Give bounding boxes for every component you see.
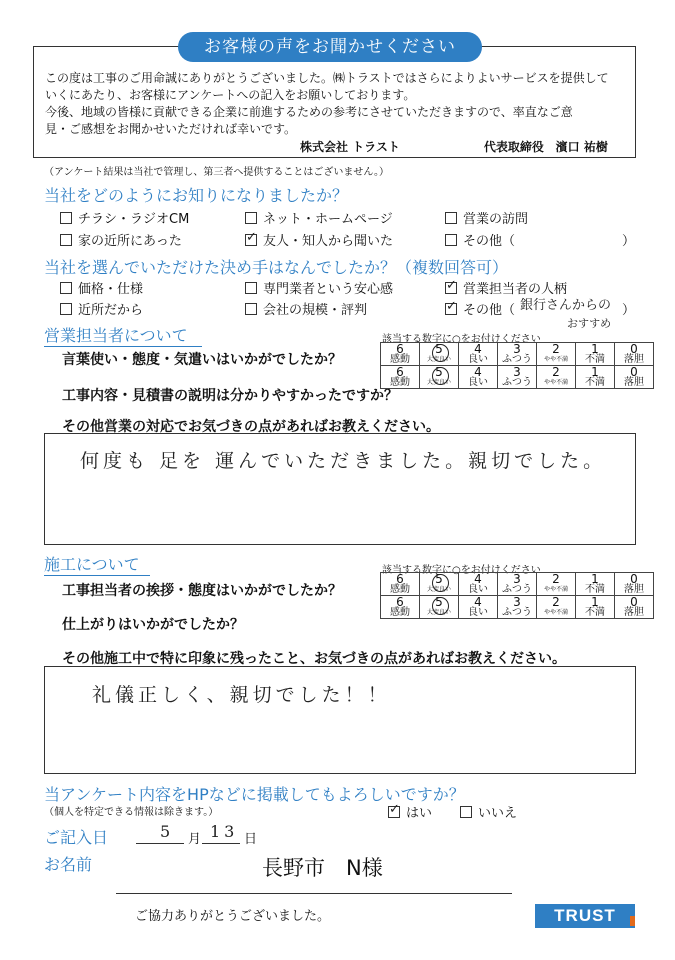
- rating-number: 6: [396, 342, 404, 356]
- checkbox[interactable]: [60, 234, 72, 246]
- rating-row: [381, 596, 654, 619]
- rating-cell-1[interactable]: [576, 596, 615, 619]
- rating-label: やや不満: [543, 379, 568, 386]
- close-paren: ）: [622, 234, 636, 249]
- rating-label: やや不満: [543, 356, 568, 363]
- rating-cell-1[interactable]: [576, 343, 615, 366]
- rating-number: 6: [396, 365, 404, 379]
- rating-number: 1: [591, 595, 599, 609]
- checkbox[interactable]: [60, 282, 72, 294]
- rating-cell-1[interactable]: [576, 366, 615, 389]
- rating-cell-2[interactable]: [537, 366, 576, 389]
- rating-number: 2: [552, 342, 560, 356]
- checkbox[interactable]: [445, 212, 457, 224]
- rating-number: 4: [474, 342, 482, 356]
- rating-row: [381, 366, 654, 389]
- rating-cell-4[interactable]: [459, 596, 498, 619]
- rating-number: 1: [591, 365, 599, 379]
- intro-line: 見・ご感想をお聞かせいただければ幸いです。: [45, 122, 297, 136]
- sales-comment-prompt: その他営業の対応でお気づきの点があればお教えください。: [62, 419, 440, 435]
- rating-number: 1: [591, 342, 599, 356]
- rating-label: 良い: [468, 607, 488, 618]
- ceo-name: 濱口 祐樹: [555, 140, 608, 154]
- rating-cell-3[interactable]: [498, 343, 537, 366]
- sales-q2: 工事内容・見積書の説明は分かりやすかったですか？: [62, 388, 398, 404]
- thanks-text: ご協力ありがとうございました。: [135, 909, 331, 924]
- checkbox[interactable]: [245, 212, 257, 224]
- rating-label: 落胆: [624, 584, 644, 595]
- q1-option[interactable]: ネット・ホームページ: [245, 208, 393, 227]
- q1-option[interactable]: チラシ・ラジオCM: [60, 208, 189, 227]
- rating-cell-2[interactable]: [537, 596, 576, 619]
- rating-number: 0: [630, 342, 638, 356]
- rating-number: 6: [396, 595, 404, 609]
- date-month-line: [136, 843, 184, 844]
- date-day: 13: [210, 822, 239, 841]
- construction-comment-text: 礼儀正しく、親切でした！！: [92, 684, 391, 706]
- publish-heading: 当アンケート内容をHPなどに掲載してもよろしいですか？: [44, 785, 465, 804]
- checkbox[interactable]: [245, 282, 257, 294]
- intro-line: 今後、地域の皆様に貢献できる企業に前進するための参考にさせていただきますので、率直なご意: [45, 105, 573, 119]
- q1-option[interactable]: 営業の訪問: [445, 208, 528, 227]
- rating-row: [381, 343, 654, 366]
- rating-cell-0[interactable]: [615, 573, 654, 596]
- name-line: [116, 893, 512, 894]
- rating-number: 4: [474, 365, 482, 379]
- date-day-unit: 日: [244, 832, 258, 847]
- construction-rating-table: [380, 572, 654, 619]
- rating-number: 3: [513, 595, 521, 609]
- rating-cell-2[interactable]: [537, 573, 576, 596]
- q2-option[interactable]: ✓ その他（: [445, 299, 515, 318]
- rating-cell-3[interactable]: [498, 366, 537, 389]
- rating-number: 5: [435, 342, 443, 356]
- rating-cell-5[interactable]: [420, 343, 459, 366]
- page-title: お客様の声をお聞かせください: [178, 32, 482, 62]
- rating-hint: 該当する数字に○をお付けください: [382, 334, 541, 345]
- q2-heading: 当社を選んでいただけた決め手はなんでしたか？（複数回答可）: [44, 258, 509, 277]
- publish-note: （個人を特定できる情報は除きます。）: [44, 807, 219, 818]
- rating-label: 落胆: [624, 607, 644, 618]
- sales-rating-table: [380, 342, 654, 389]
- signature-line: [300, 138, 608, 155]
- checkbox[interactable]: [445, 234, 457, 246]
- construction-heading: 施工について: [44, 552, 150, 576]
- rating-cell-4[interactable]: [459, 573, 498, 596]
- privacy-note: （アンケート結果は当社で管理し、第三者へ提供することはございません。）: [44, 167, 389, 178]
- rating-cell-5[interactable]: [420, 596, 459, 619]
- q2-other-text: 銀行さんからの: [520, 298, 612, 313]
- ceo-title: 代表取締役: [483, 140, 544, 154]
- q2-option[interactable]: 専門業者という安心感: [245, 278, 393, 297]
- rating-number: 4: [474, 572, 482, 586]
- rating-cell-6[interactable]: [381, 573, 420, 596]
- rating-cell-0[interactable]: [615, 596, 654, 619]
- rating-label: 大変良い: [426, 356, 451, 363]
- rating-cell-6[interactable]: [381, 366, 420, 389]
- rating-number: 0: [630, 572, 638, 586]
- rating-row: [381, 573, 654, 596]
- checkbox[interactable]: [460, 806, 472, 818]
- rating-label: ふつう: [502, 584, 532, 595]
- rating-cell-5[interactable]: [420, 366, 459, 389]
- rating-number: 3: [513, 365, 521, 379]
- rating-label: ふつう: [502, 377, 532, 388]
- rating-number: 2: [552, 572, 560, 586]
- rating-cell-4[interactable]: [459, 343, 498, 366]
- selected-circle: [432, 574, 449, 592]
- q1-heading: 当社をどのようにお知りになりましたか？: [44, 186, 349, 205]
- rating-label: 不満: [585, 377, 605, 388]
- selected-circle: [432, 344, 449, 362]
- rating-hint: 該当する数字に○をお付けください: [382, 565, 541, 576]
- rating-cell-2[interactable]: [537, 343, 576, 366]
- rating-label: 感動: [390, 584, 410, 595]
- trust-logo: TRUST: [535, 904, 635, 928]
- logo-accent-mark: [630, 916, 635, 926]
- rating-cell-3[interactable]: [498, 596, 537, 619]
- rating-cell-3[interactable]: [498, 573, 537, 596]
- rating-label: 良い: [468, 377, 488, 388]
- construction-comment-prompt: その他施工中で特に印象に残ったこと、お気づきの点があればお教えください。: [62, 651, 566, 667]
- rating-label: 落胆: [624, 377, 644, 388]
- q2-option[interactable]: ✓ 営業担当者の人柄: [445, 278, 567, 297]
- q2-option[interactable]: 価格・仕様: [60, 278, 143, 297]
- rating-label: 不満: [585, 607, 605, 618]
- close-paren: ）: [622, 303, 636, 318]
- rating-number: 3: [513, 572, 521, 586]
- rating-label: 感動: [390, 607, 410, 618]
- rating-label: ふつう: [502, 607, 532, 618]
- rating-label: やや不満: [543, 586, 568, 593]
- rating-label: 良い: [468, 354, 488, 365]
- intro-text: [45, 70, 630, 138]
- construction-q2: 仕上がりはいかがでしたか？: [62, 617, 244, 633]
- rating-cell-4[interactable]: [459, 366, 498, 389]
- q1-option[interactable]: 家の近所にあった: [60, 230, 182, 249]
- rating-cell-0[interactable]: [615, 366, 654, 389]
- rating-cell-6[interactable]: [381, 596, 420, 619]
- q1-option[interactable]: その他（: [445, 230, 515, 249]
- rating-label: 良い: [468, 584, 488, 595]
- q2-option[interactable]: 会社の規模・評判: [245, 299, 367, 318]
- selected-circle: [432, 367, 449, 385]
- rating-cell-5[interactable]: [420, 573, 459, 596]
- checkbox-checked[interactable]: [445, 282, 457, 294]
- rating-label: 不満: [585, 584, 605, 595]
- rating-label: 落胆: [624, 354, 644, 365]
- q1-option[interactable]: ✓ 友人・知人から聞いた: [245, 230, 393, 249]
- publish-yes[interactable]: ✓ はい: [388, 802, 432, 821]
- rating-number: 6: [396, 572, 404, 586]
- intro-line: いくにあたり、お客様にアンケートへの記入をお願いしております。: [45, 88, 416, 102]
- construction-q1: 工事担当者の挨拶・態度はいかがでしたか？: [62, 583, 342, 599]
- rating-label: 大変良い: [426, 609, 451, 616]
- rating-number: 4: [474, 595, 482, 609]
- company-name: 株式会社 トラスト: [300, 140, 400, 154]
- rating-label: 感動: [390, 377, 410, 388]
- rating-label: やや不満: [543, 609, 568, 616]
- name-value: 長野市 N様: [262, 856, 383, 880]
- checkbox[interactable]: [60, 303, 72, 315]
- rating-number: 0: [630, 595, 638, 609]
- sales-q1: 言葉使い・態度・気遣いはいかがでしたか？: [62, 352, 342, 368]
- publish-no[interactable]: いいえ: [460, 802, 517, 821]
- sales-comment-text: 何度も 足を 運んでいただきました。親切でした。: [80, 450, 607, 472]
- checkbox-checked[interactable]: [245, 234, 257, 246]
- date-month: 5: [160, 822, 175, 841]
- checkbox-checked[interactable]: [388, 806, 400, 818]
- name-label: お名前: [44, 855, 93, 874]
- q2-other-text: おすすめ: [567, 317, 612, 330]
- rating-label: 大変良い: [426, 379, 451, 386]
- checkbox-checked[interactable]: [445, 303, 457, 315]
- rating-number: 2: [552, 365, 560, 379]
- rating-label: 大変良い: [426, 586, 451, 593]
- date-label: ご記入日: [44, 828, 109, 847]
- intro-line: この度は工事のご用命誠にありがとうございました。㈱トラストではさらによりよいサービスを提供して: [45, 71, 609, 85]
- rating-number: 5: [435, 595, 443, 609]
- rating-number: 5: [435, 365, 443, 379]
- rating-number: 2: [552, 595, 560, 609]
- rating-label: 不満: [585, 354, 605, 365]
- checkbox[interactable]: [60, 212, 72, 224]
- rating-number: 1: [591, 572, 599, 586]
- sales-heading: 営業担当者について: [44, 323, 202, 347]
- rating-label: ふつう: [502, 354, 532, 365]
- rating-label: 感動: [390, 354, 410, 365]
- rating-number: 3: [513, 342, 521, 356]
- q2-option[interactable]: 近所だから: [60, 299, 143, 318]
- rating-number: 5: [435, 572, 443, 586]
- date-day-line: [202, 843, 240, 844]
- rating-cell-6[interactable]: [381, 343, 420, 366]
- rating-cell-0[interactable]: [615, 343, 654, 366]
- selected-circle: [432, 597, 449, 615]
- rating-number: 0: [630, 365, 638, 379]
- checkbox[interactable]: [245, 303, 257, 315]
- date-month-unit: 月: [188, 832, 202, 847]
- rating-cell-1[interactable]: [576, 573, 615, 596]
